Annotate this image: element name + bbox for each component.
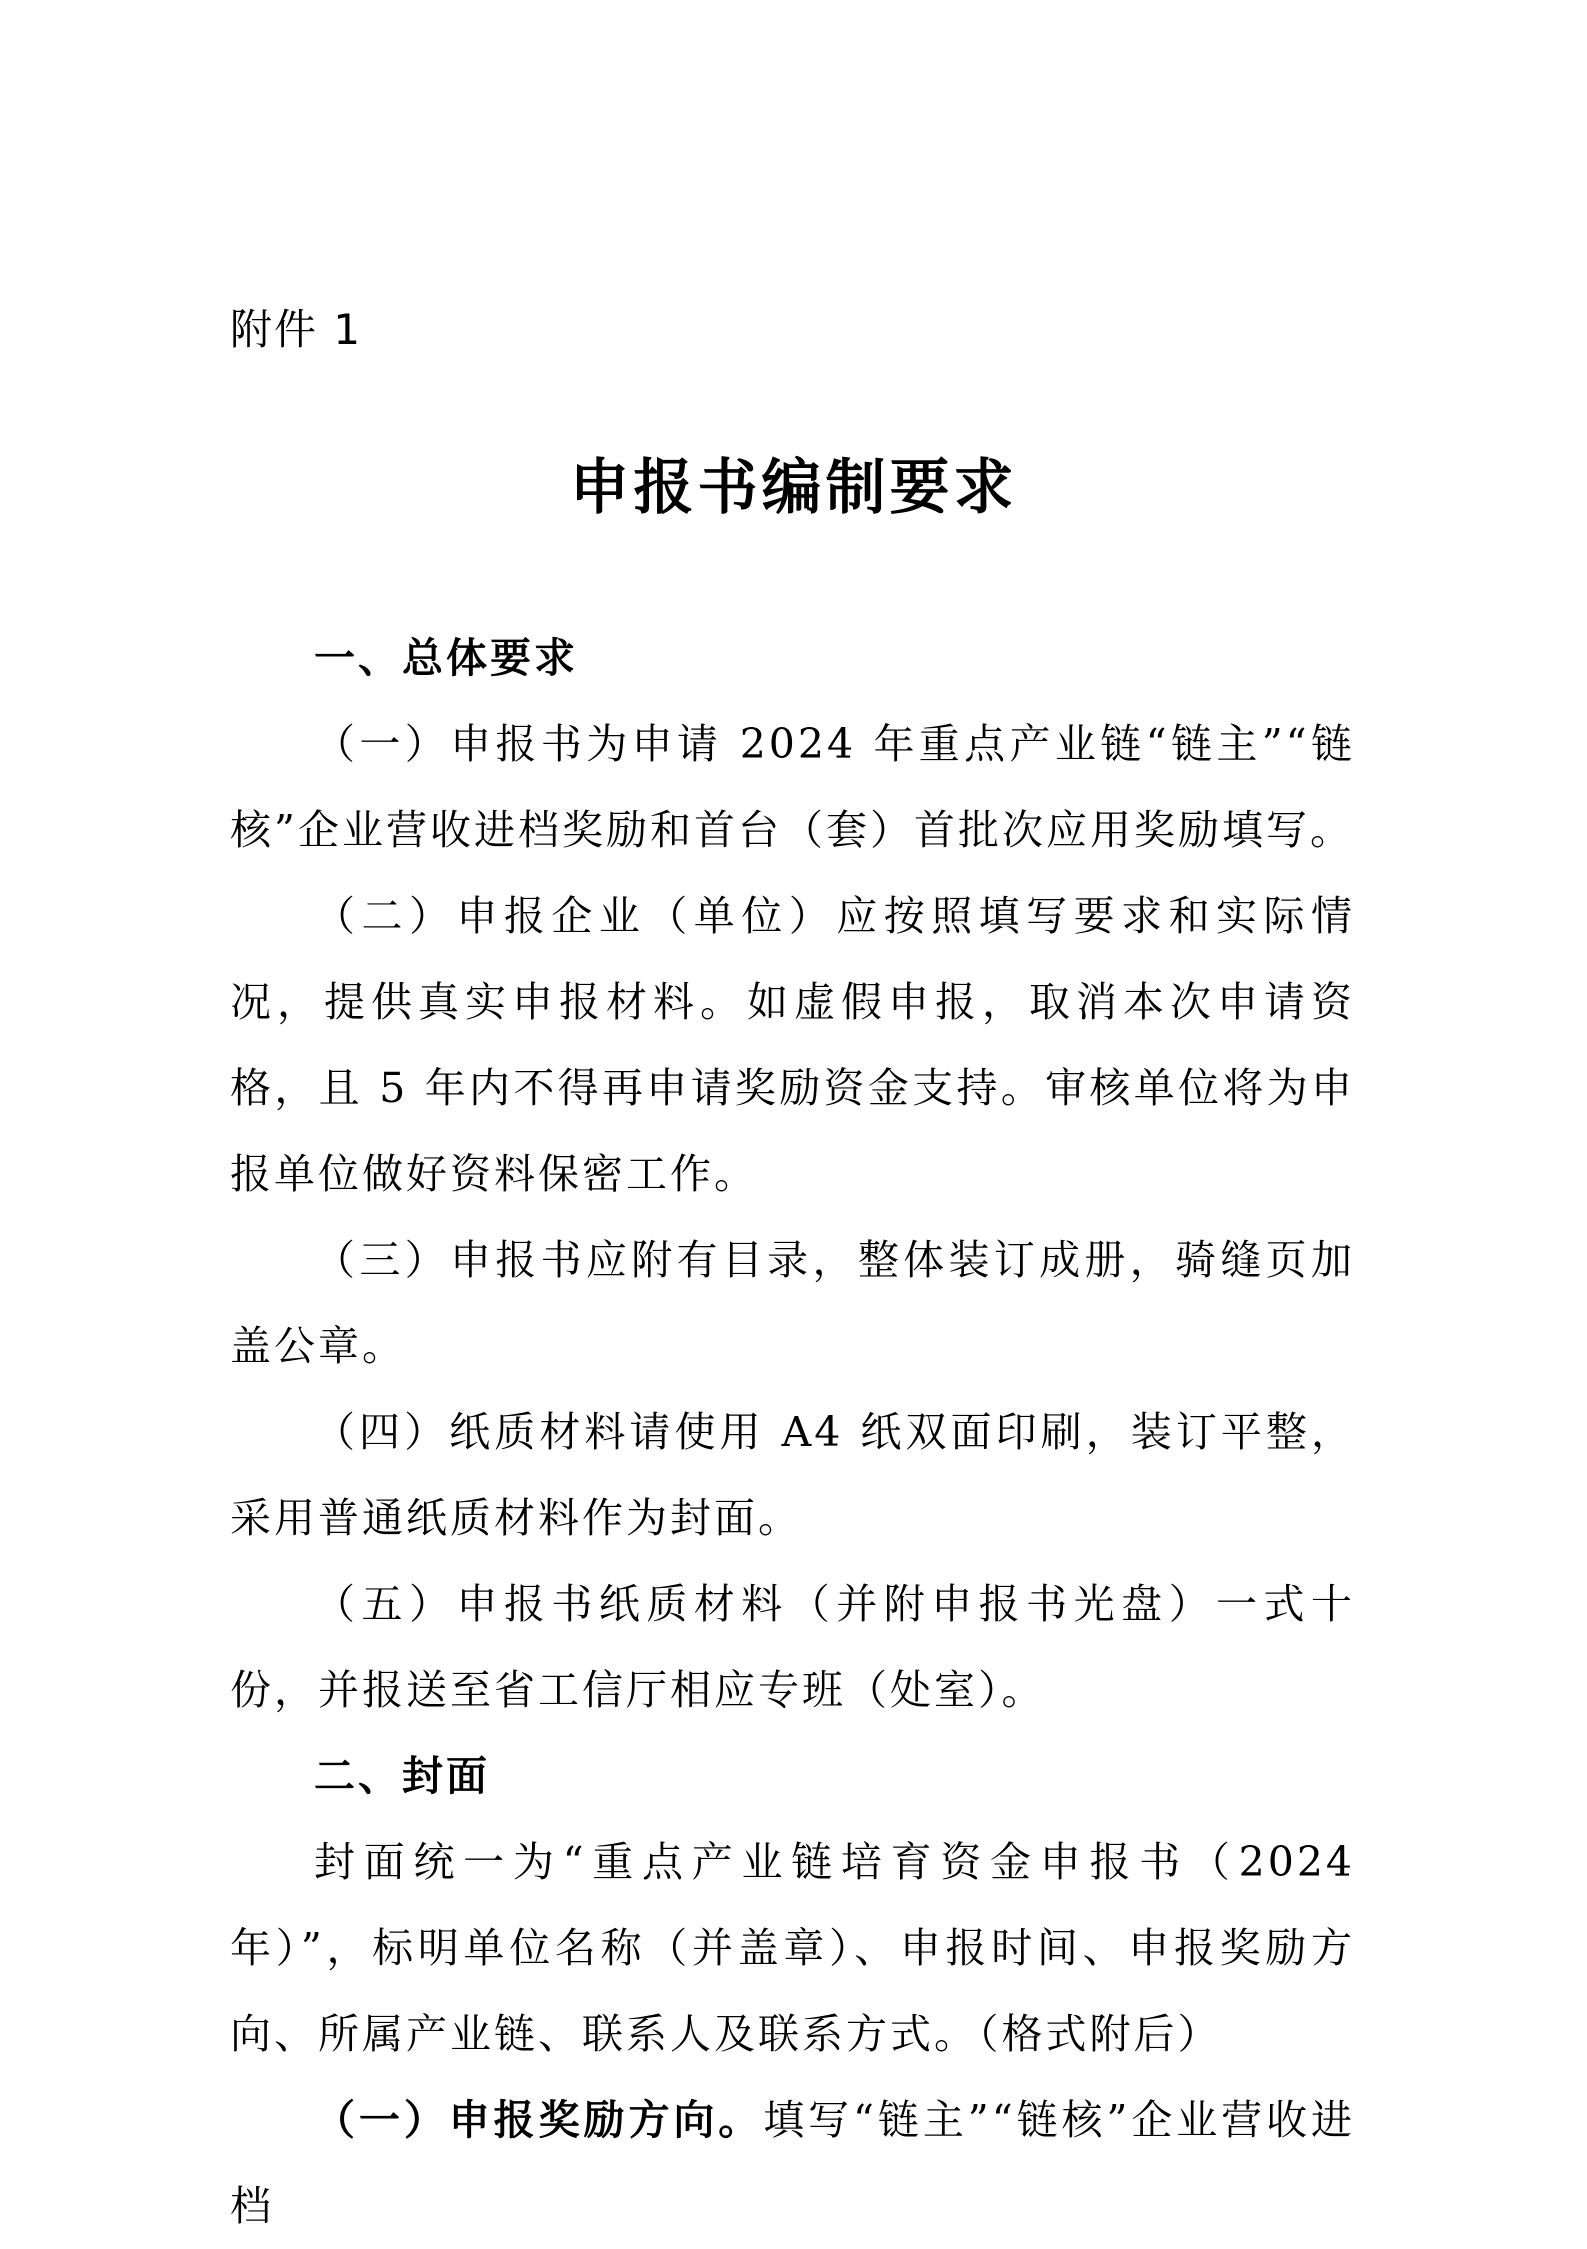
document-title: 申报书编制要求 [569,453,1018,523]
paragraph-cover-2-text: 填写“链主”“链核”企业营收进档 [230,2096,1356,2230]
paragraph-general-5: （五）申报书纸质材料（并附申报书光盘）一式十份，并报送至省工信厅相应专班（处室）。 [230,1580,1355,1714]
attachment-label: 附件 1 [230,305,363,354]
paragraph-general-4: （四）纸质材料请使用 A4 纸双面印刷，装订平整，采用普通纸质材料作为封面。 [230,1408,1355,1542]
section-heading-cover: 二、封面 [314,1752,490,1800]
paragraph-general-1: （一）申报书为申请 2024 年重点产业链“链主”“链核”企业营收进档奖励和首台（套）首批次应用奖励填写。 [230,720,1355,854]
paragraph-cover-2 [230,2077,1355,2249]
paragraph-general-3: （三）申报书应附有目录，整体装订成册，骑缝页加盖公章。 [230,1236,1355,1370]
paragraph-cover-2-lead: （一）申报奖励方向。 [314,2096,764,2144]
document-body [230,615,1355,2249]
paragraph-general-2: （二）申报企业（单位）应按照填写要求和实际情况，提供真实申报材料。如虚假申报，取消本次申请资格，且 5 年内不得再申请奖励资金支持。审核单位将为申报单位做好资料保密工作。 [230,892,1355,1198]
paragraph-cover-1: 封面统一为“重点产业链培育资金申报书（2024 年）”，标明单位名称（并盖章）、申报时间、申报奖励方向、所属产业链、联系人及联系方式。（格式附后） [230,1838,1355,2058]
section-heading-general: 一、总体要求 [314,634,578,682]
